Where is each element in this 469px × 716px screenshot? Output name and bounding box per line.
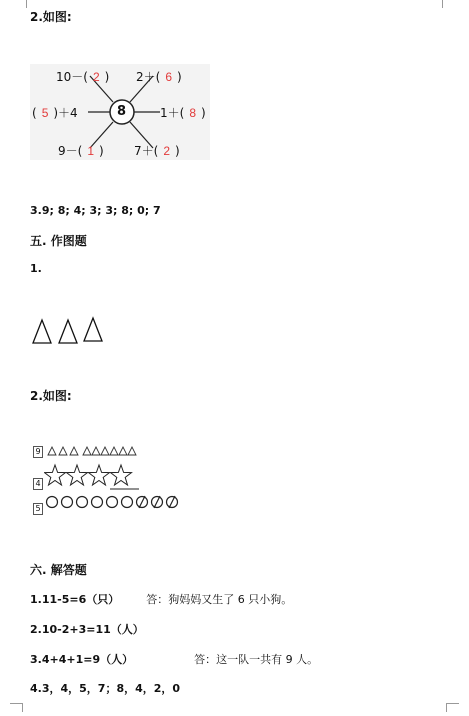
q3-answers: 3.9; 8; 4; 3; 3; 8; 0; 7 <box>30 204 161 217</box>
number-diagram <box>30 64 210 160</box>
row-number-box: 4 <box>33 478 43 490</box>
answer-line <box>30 591 292 607</box>
section-title: 六. 解答题 <box>30 563 87 577</box>
crop-mark <box>10 703 23 712</box>
triangle-shape <box>33 320 51 343</box>
diagram-item: 10－( 2 ) <box>56 70 110 84</box>
answer-reply: 答：这一队一共有 9 人。 <box>194 653 319 666</box>
center-number: 8 <box>117 104 127 119</box>
circle-row <box>45 494 185 510</box>
three-triangles <box>30 316 110 346</box>
diagram-item: 2＋( 6 ) <box>136 70 182 84</box>
answer-equation: 2.10-2+3=11（人） <box>30 623 144 636</box>
answer-equation: 1.11-5=6（只） <box>30 593 120 606</box>
section-title: 五. 作图题 <box>30 234 87 248</box>
answer-equation: 3.4+4+1=9（人） <box>30 653 134 666</box>
row-number-box: 9 <box>33 446 43 458</box>
answer-line <box>30 651 318 667</box>
triangle-shape <box>84 318 102 341</box>
crop-mark <box>442 0 455 8</box>
diagram-item: 1＋( 8 ) <box>160 106 206 120</box>
answer-line <box>30 680 180 696</box>
answer-reply: 答：狗妈妈又生了 6 只小狗。 <box>146 593 293 606</box>
row-number-box: 5 <box>33 503 43 515</box>
question-label: 2.如图: <box>30 10 72 24</box>
answer-line <box>30 621 144 637</box>
diagram-item: 7＋( 2 ) <box>134 144 180 158</box>
answer-equation: 4.3，4，5，7；8，4，2，0 <box>30 682 181 695</box>
question-label: 1. <box>30 262 42 275</box>
diagram-item: ( 5 )＋4 <box>32 106 78 120</box>
diagram-item: 9－( 1 ) <box>58 144 104 158</box>
crop-mark <box>446 703 459 712</box>
star-row <box>44 463 140 491</box>
crop-mark <box>14 0 27 8</box>
question-label: 2.如图: <box>30 389 72 403</box>
triangle-shape <box>59 320 77 343</box>
triangle-row <box>46 445 146 457</box>
